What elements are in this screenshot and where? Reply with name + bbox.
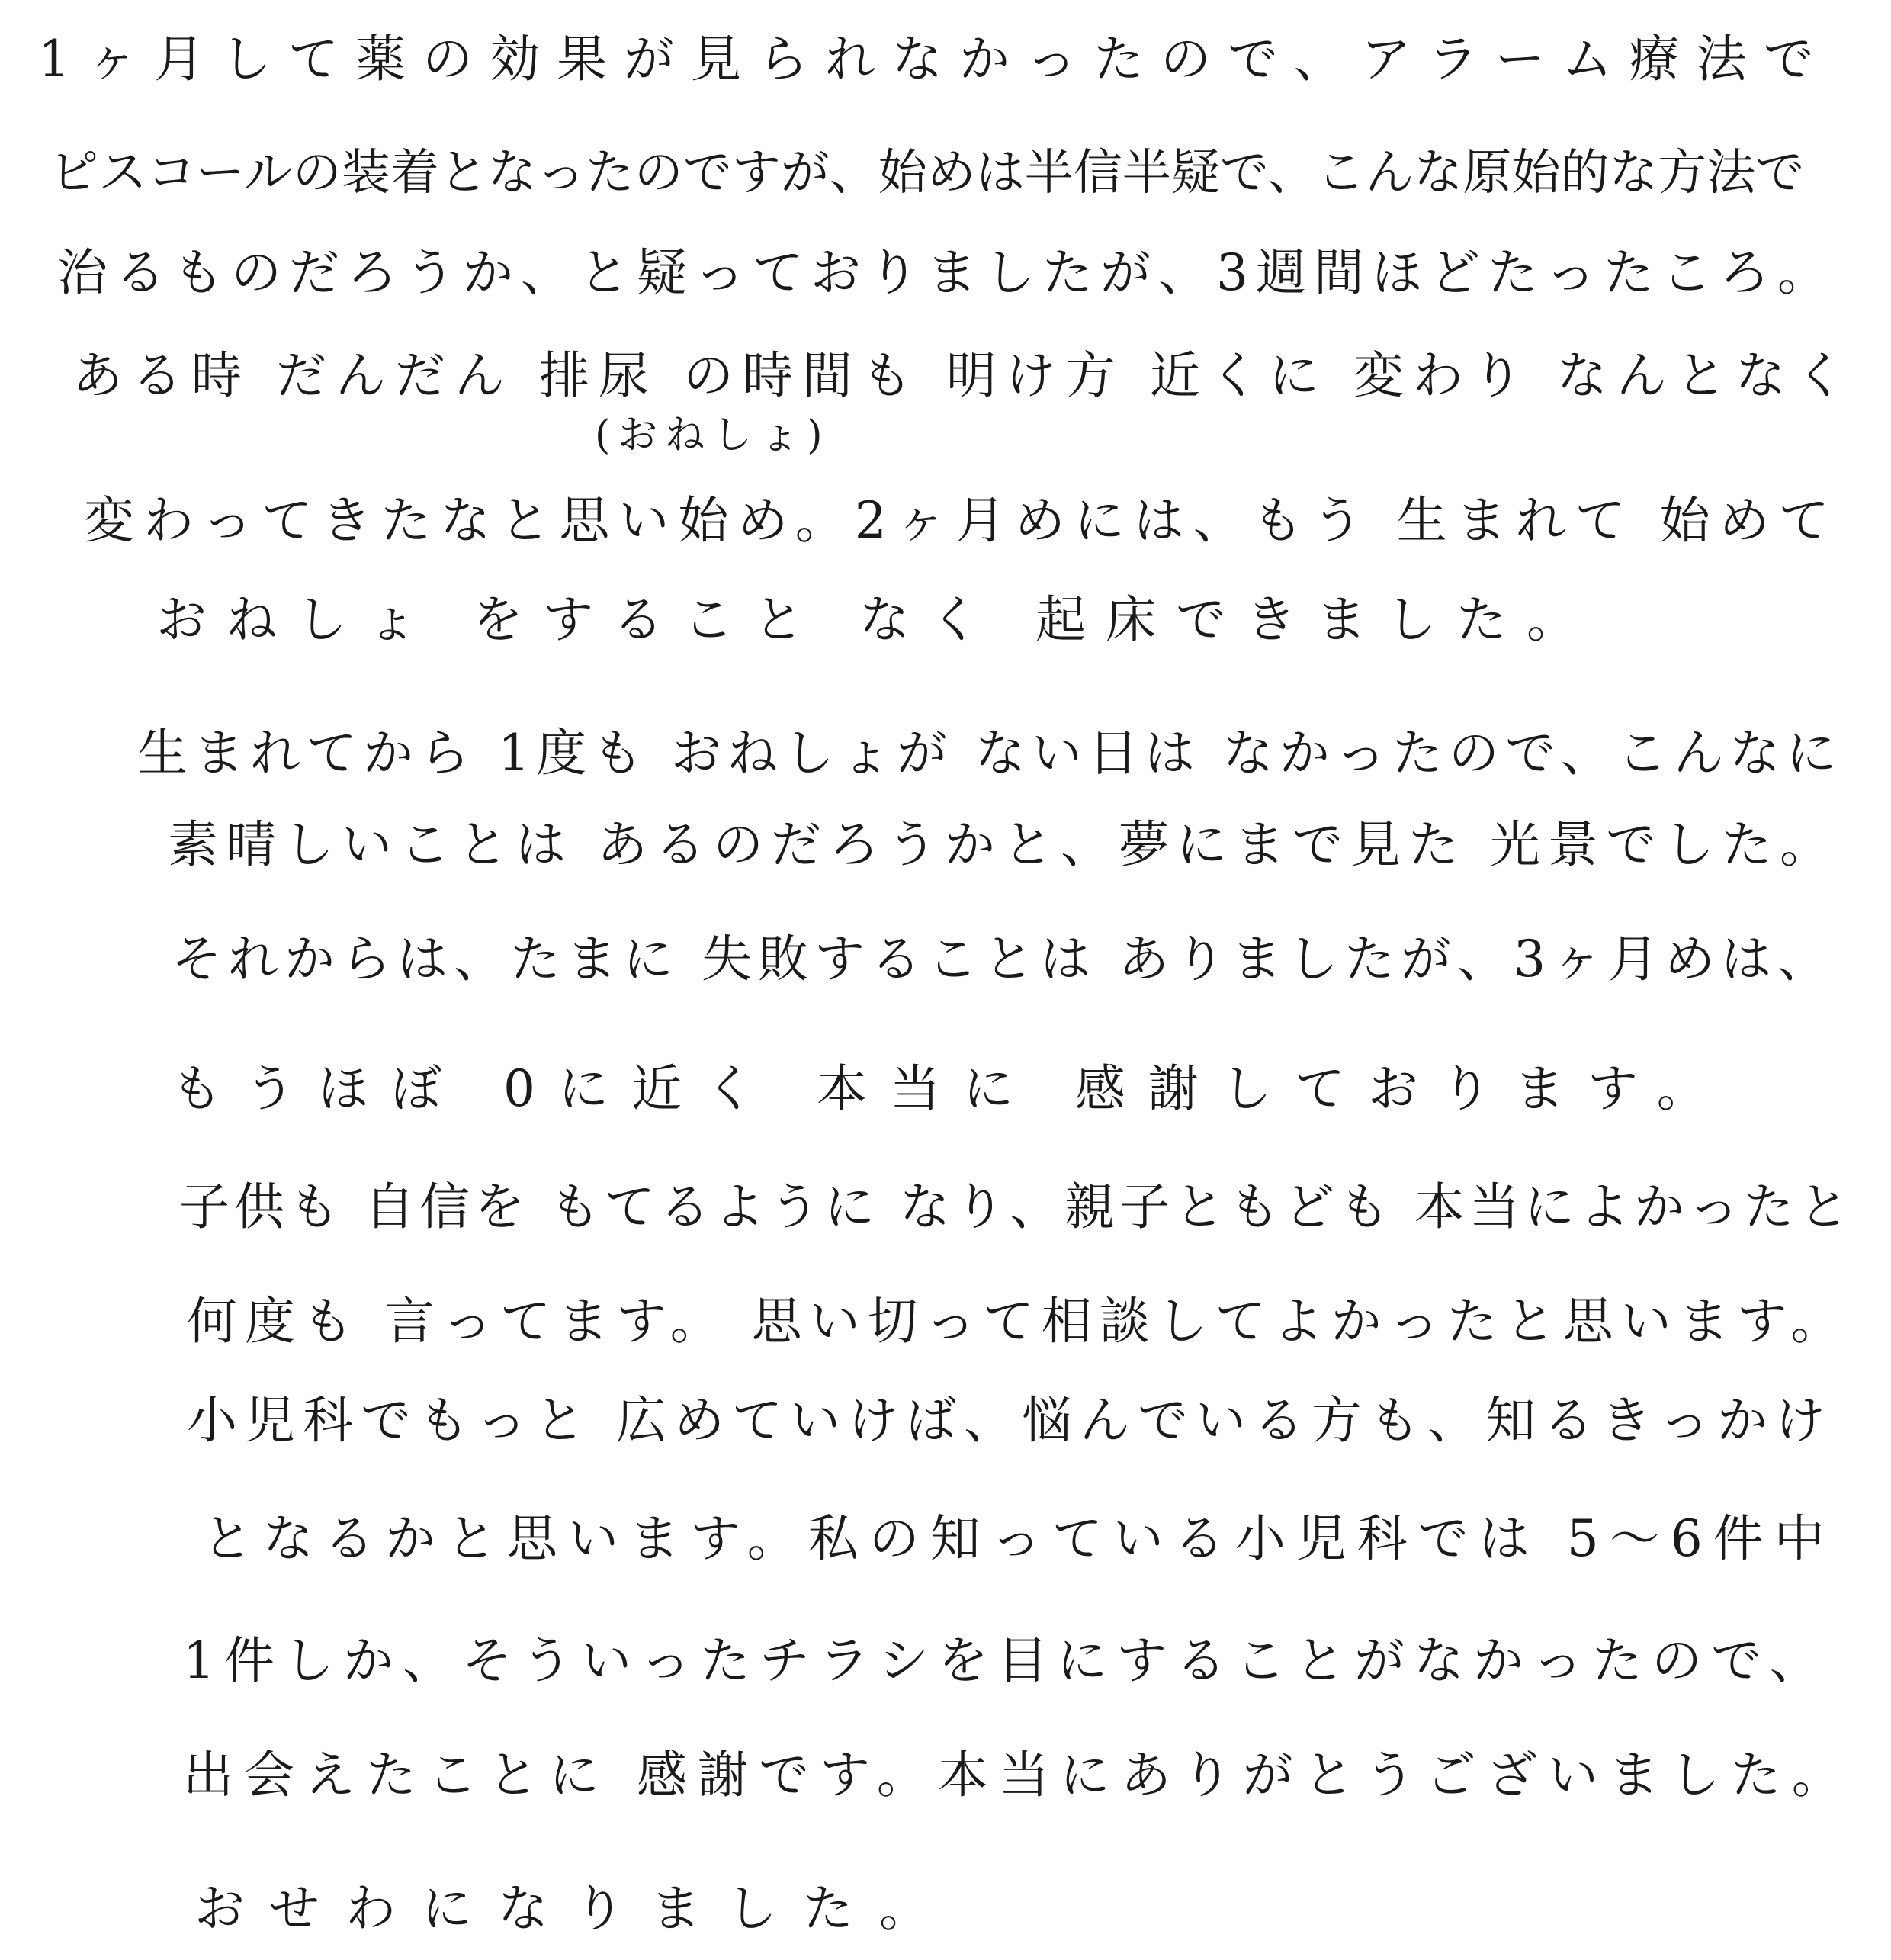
letter-line: 小児科でもっと 広めていけば、悩んでいる方も、知るきっかけ — [187, 1391, 1833, 1450]
letter-line: 子供も 自信を もてるように なり、親子ともども 本当によかったと — [179, 1178, 1854, 1236]
letter-line: 生まれてから 1度も おねしょが ない日は なかったので、こんなに — [137, 724, 1843, 782]
margin-annotation: (おねしょ) — [595, 413, 830, 458]
letter-line: もうほぼ 0に近く 本当に 感謝しております。 — [172, 1059, 1730, 1118]
letter-line: となるかと思います。私の知っている小児科では 5〜6件中 — [202, 1509, 1835, 1568]
letter-line: ピスコールの装着となったのですが、始めは半信半疑で、こんな原始的な方法で — [50, 145, 1805, 201]
letter-line: おせわになりました。 — [194, 1879, 956, 1938]
letter-line: ある時 だんだん 排尿 の時間も 明け方 近くに 変わり なんとなく — [72, 346, 1854, 405]
letter-line: 出会えたことに 感謝です。本当にありがとうございました。 — [183, 1746, 1853, 1804]
letter-line: おねしょ をすること なく 起床できました。 — [156, 590, 1597, 649]
letter-line: 変わってきたなと思い始め。2ヶ月めには、もう 生まれて 始めて — [84, 491, 1838, 550]
letter-line: 何度も 言ってます。 思い切って相談してよかったと思います。 — [187, 1292, 1849, 1351]
letter-line: 治るものだろうか、と疑っておりましたが、3週間ほどたったころ。 — [57, 243, 1835, 302]
letter-line: 1ヶ月して薬の効果が見られなかったので、アラーム療法で — [38, 30, 1831, 88]
letter-line: 1件しか、そういったチラシを目にすることがなかったので、 — [183, 1631, 1829, 1690]
letter-line: それからは、たまに 失敗することは ありましたが、3ヶ月めは、 — [172, 930, 1834, 988]
letter-line: 素晴しいことは あるのだろうかと、夢にまで見た 光景でした。 — [168, 815, 1838, 874]
